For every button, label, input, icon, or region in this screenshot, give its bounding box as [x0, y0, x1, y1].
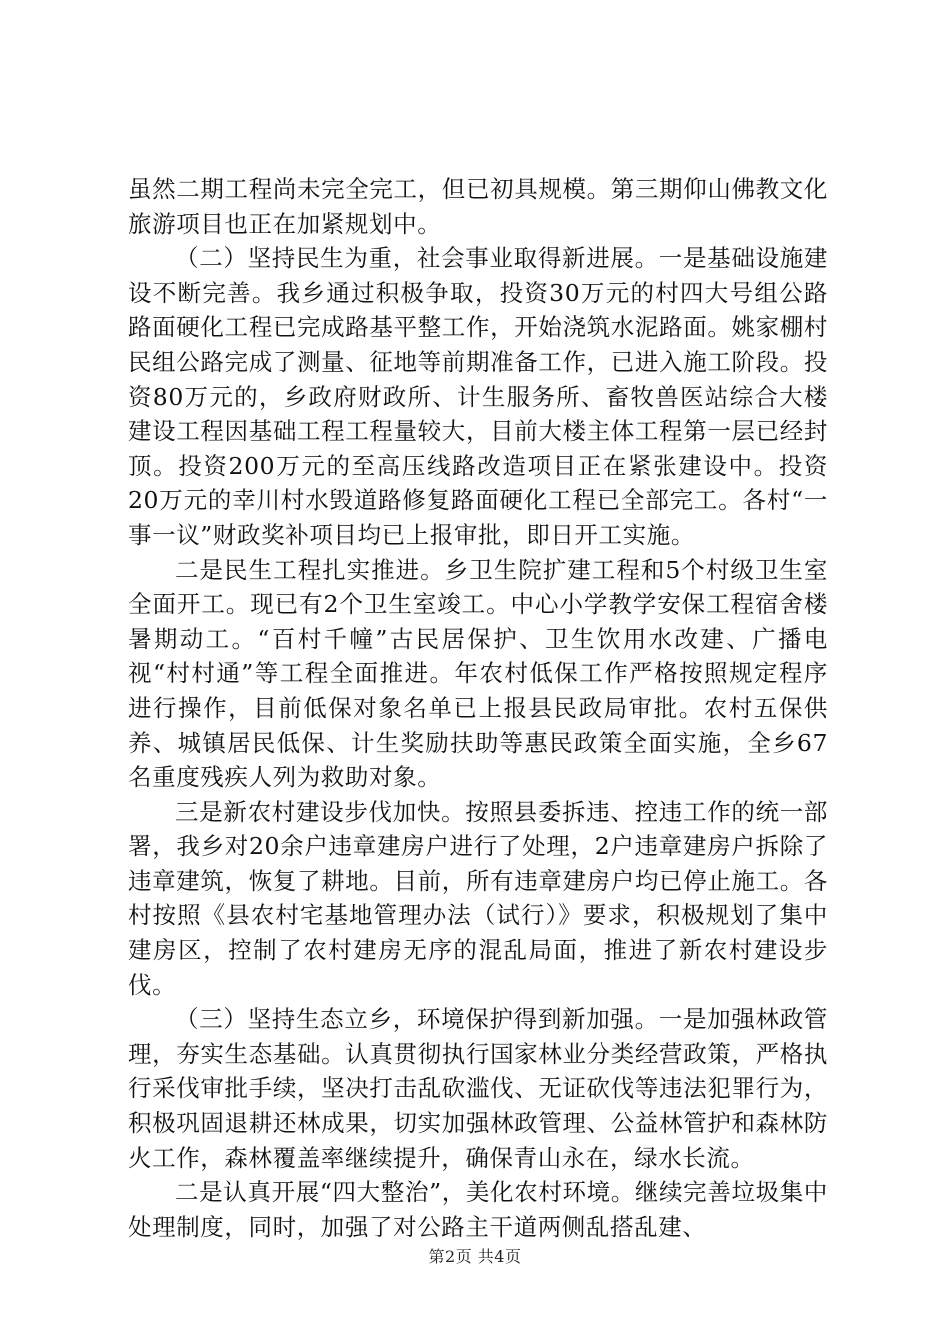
paragraph-1: 虽然二期工程尚未完全完工，但已初具规模。第三期仰山佛教文化旅游项目也正在加紧规划中。 — [128, 175, 828, 238]
page-footer: 第2页 共4页 — [428, 1247, 522, 1266]
paragraph-2: （二）坚持民生为重，社会事业取得新进展。一是基础设施建设不断完善。我乡通过积极争取，投资30万元的村四大号组公路路面硬化工程已完成路基平整工作，开始浇筑水泥路面。姚家棚村民组公路完成了测量、征地等前期准备工作，已进入施工阶段。投资80万元的，乡政府财政所、计生服务所、畜牧兽医站综合大楼建设工程因基础工程工程量较大，目前大楼主体工程第一层已经封顶。投资200万元的至高压线路改造项目正在紧张建设中。投资20万元的幸川村水毁道路修复路面硬化工程已全部完工。各村“一事一议”财政奖补项目均已上报审批，即日开工实施。 — [128, 244, 828, 549]
paragraph-4: 三是新农村建设步伐加快。按照县委拆违、控违工作的统一部署，我乡对20余户违章建房户进行了处理，2户违章建房户拆除了违章建筑，恢复了耕地。目前，所有违章建房户均已停止施工。各村按照《县农村宅基地管理办法（试行）》要求，积极规划了集中建房区，控制了农村建房无序的混乱局面，推进了新农村建设步伐。 — [128, 797, 828, 999]
document-body — [128, 172, 828, 1244]
paragraph-3: 二是民生工程扎实推进。乡卫生院扩建工程和5个村级卫生室全面开工。现已有2个卫生室竣工。中心小学教学安保工程宿舍楼暑期动工。“百村千幢”古民居保护、卫生饮用水改建、广播电视“村村通”等工程全面推进。年农村低保工作严格按照规定程序进行操作，目前低保对象名单已上报县民政局审批。农村五保供养、城镇居民低保、计生奖励扶助等惠民政策全面实施，全乡67名重度残疾人列为救助对象。 — [128, 555, 828, 792]
paragraph-5: （三）坚持生态立乡，环境保护得到新加强。一是加强林政管理，夯实生态基础。认真贯彻执行国家林业分类经营政策，严格执行采伐审批手续，坚决打击乱砍滥伐、无证砍伐等违法犯罪行为，积极巩固退耕还林成果，切实加强林政管理、公益林管护和森林防火工作，森林覆盖率继续提升，确保青山永在，绿水长流。 — [128, 1005, 828, 1172]
paragraph-6: 二是认真开展“四大整治”，美化农村环境。继续完善垃圾集中处理制度，同时，加强了对公路主干道两侧乱搭乱建、 — [128, 1178, 828, 1241]
